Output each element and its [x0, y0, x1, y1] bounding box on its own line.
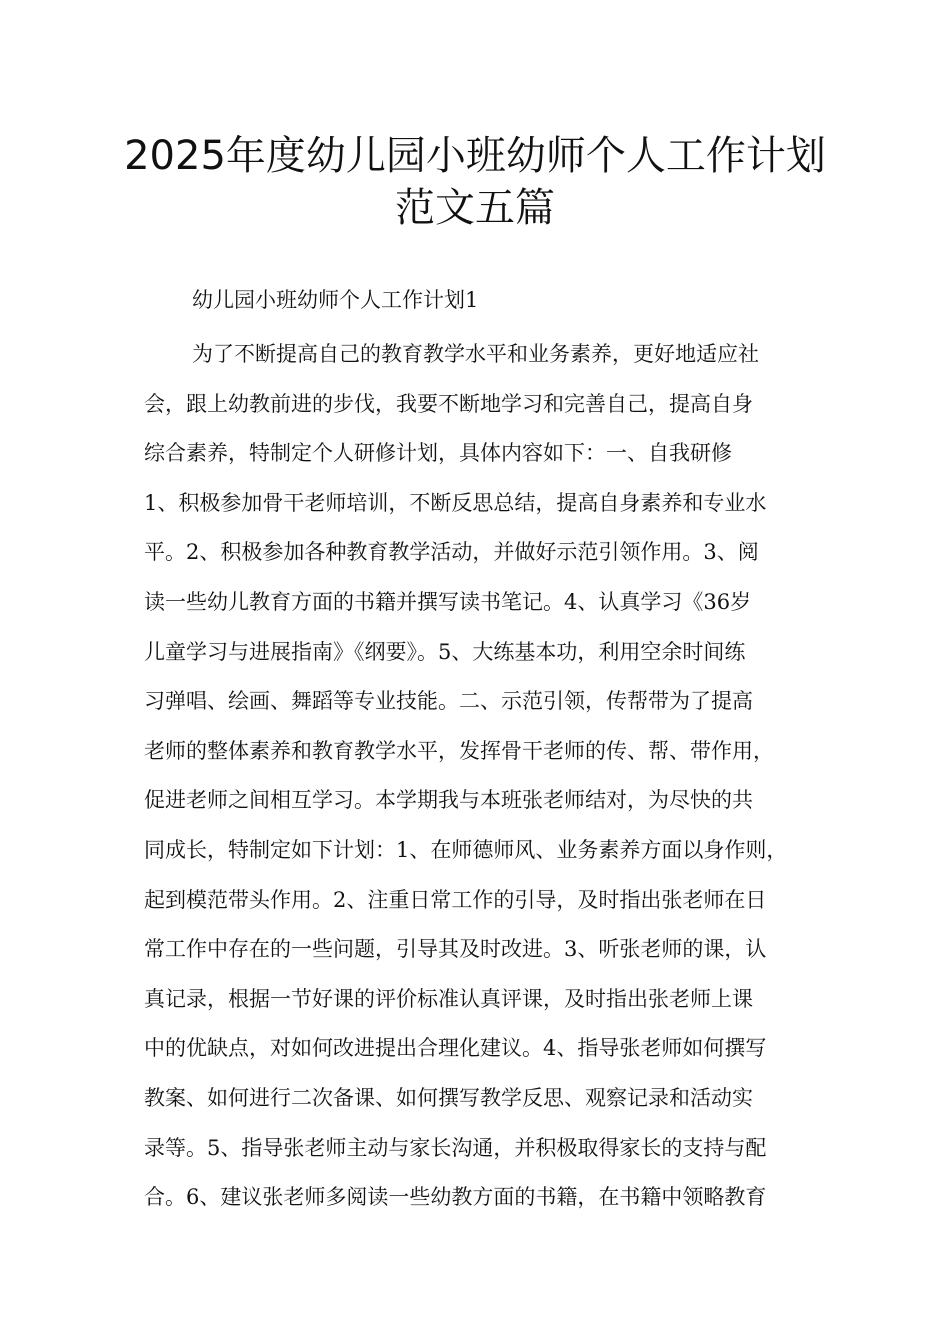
paragraph-line: 平。2、积极参加各种教育教学活动，并做好示范引领作用。3、阅: [144, 540, 759, 565]
paragraph-line: 儿童学习与进展指南》《纲要》。5、大练基本功，利用空余时间练: [144, 639, 746, 664]
paragraph-line: 中的优缺点，对如何改进提出合理化建议。4、指导张老师如何撰写: [144, 1036, 767, 1061]
paragraph-line: 教案、如何进行二次备课、如何撰写教学反思、观察记录和活动实: [144, 1085, 753, 1110]
paragraph-line: 促进老师之间相互学习。本学期我与本班张老师结对，为尽快的共: [144, 788, 753, 813]
paragraph-line: 老师的整体素养和教育教学水平，发挥骨干老师的传、帮、带作用，: [144, 738, 774, 763]
paragraph-line: 同成长，特制定如下计划：1、在师德师风、业务素养方面以身作则，: [144, 837, 788, 862]
paragraph-line: 录等。5、指导张老师主动与家长沟通，并积极取得家长的支持与配: [144, 1135, 767, 1160]
paragraph-line: 会，跟上幼教前进的步伐，我要不断地学习和完善自己，提高自身: [144, 391, 753, 416]
paragraph-line: 1、积极参加骨干老师培训，不断反思总结，提高自身素养和专业水: [144, 490, 767, 515]
section-heading: 幼儿园小班幼师个人工作计划1: [192, 288, 479, 312]
paragraph-line: 读一些幼儿教育方面的书籍并撰写读书笔记。4、认真学习《36岁: [144, 589, 752, 614]
paragraph-line: 常工作中存在的一些问题，引导其及时改进。3、听张老师的课，认: [144, 937, 767, 962]
paragraph-line: 综合素养，特制定个人研修计划，具体内容如下：一、自我研修: [144, 441, 732, 466]
paragraph-line: 起到模范带头作用。2、注重日常工作的引导，及时指出张老师在日: [144, 887, 767, 912]
document-title-line-2: 范文五篇: [395, 185, 555, 231]
paragraph-line: 习弹唱、绘画、舞蹈等专业技能。二、示范引领，传帮带为了提高: [144, 689, 753, 714]
body-paragraph: [144, 336, 844, 1229]
paragraph-line: 真记录，根据一节好课的评价标准认真评课，及时指出张老师上课: [144, 986, 753, 1011]
paragraph-line: 为了不断提高自己的教育教学水平和业务素养，更好地适应社: [192, 342, 759, 366]
document-title-line-1: 2025年度幼儿园小班幼师个人工作计划: [124, 133, 826, 179]
paragraph-line: 合。6、建议张老师多阅读一些幼教方面的书籍，在书籍中领略教育: [144, 1185, 767, 1210]
